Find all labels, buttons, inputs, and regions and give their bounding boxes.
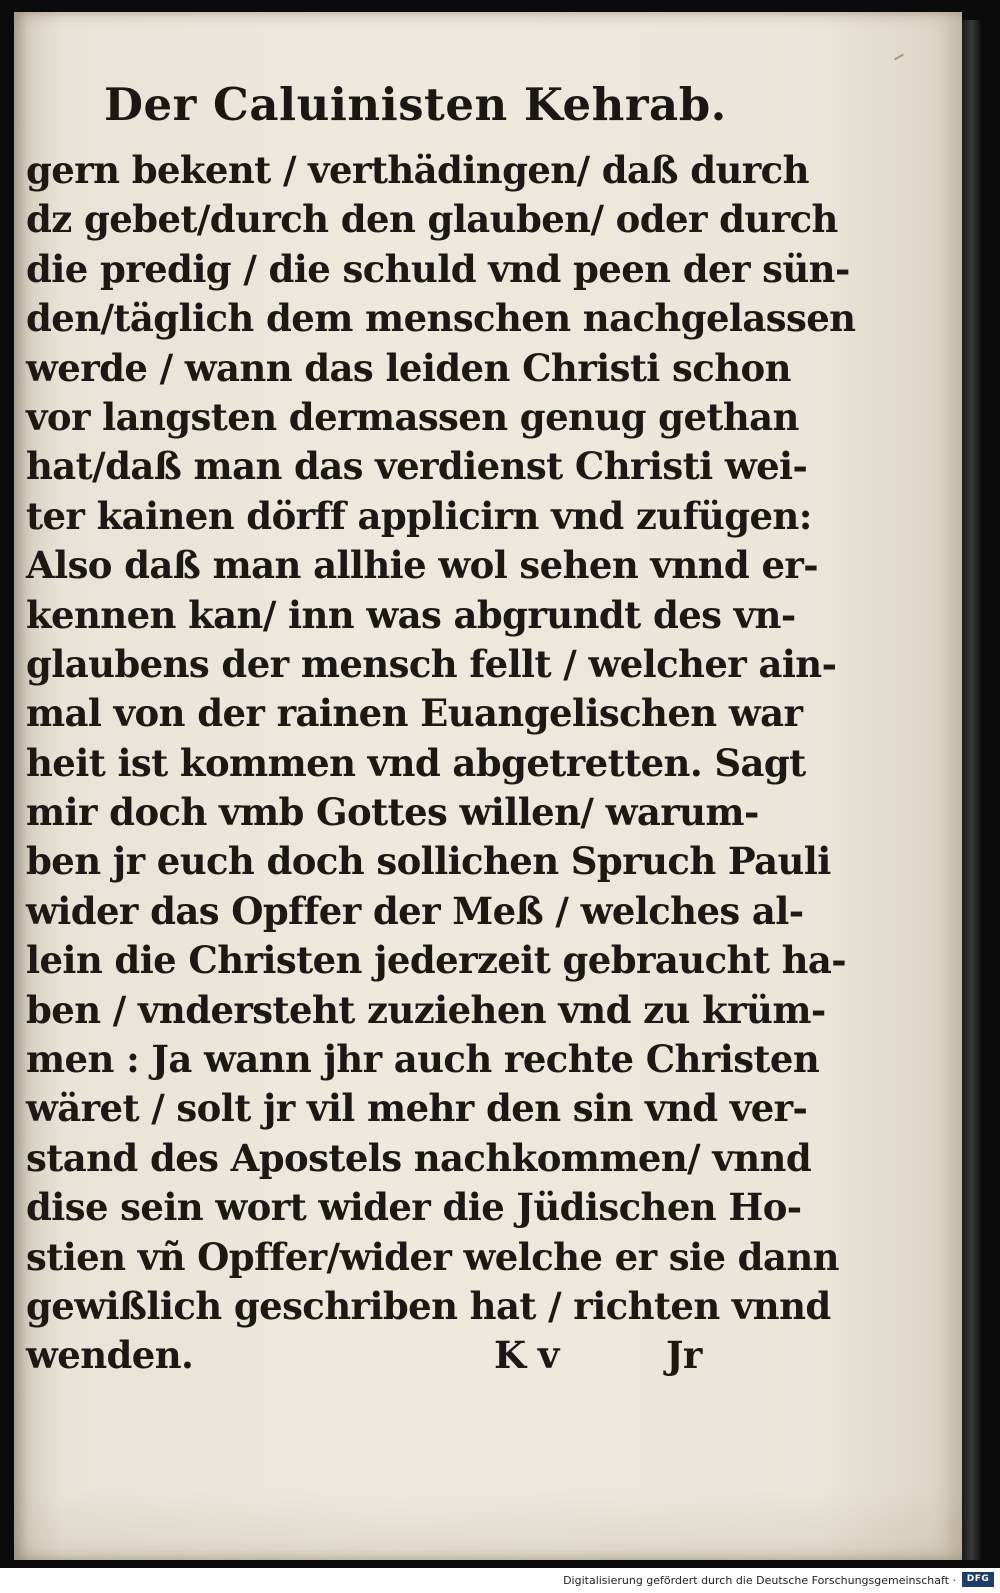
text-line: die predig / die schuld vnd peen der sün- — [26, 246, 850, 291]
ink-mark — [894, 54, 904, 61]
text-line: ben / vndersteht zuziehen vnd zu krüm- — [26, 987, 826, 1032]
final-word: wenden. — [26, 1333, 194, 1378]
text-line: gewißlich geschriben hat / richten vnnd — [26, 1283, 831, 1328]
text-line: mal von der rainen Euangelischen war — [26, 691, 803, 736]
text-line: gern bekent / verthädingen/ daß durch — [26, 148, 809, 192]
signature-mark: K v — [494, 1333, 559, 1378]
text-line: stand des Apostels nachkommen/ vnnd — [26, 1135, 812, 1180]
text-line: vor langsten dermassen genug gethan — [26, 394, 799, 439]
text-line: stien vñ Opffer/wider welche er sie dann — [26, 1234, 839, 1279]
running-head: Der Caluinisten Kehrab. — [104, 78, 727, 131]
text-line: lein die Christen jederzeit gebraucht ha- — [26, 938, 847, 983]
text-line: kennen kan/ inn was abgrundt des vn- — [26, 592, 796, 637]
text-line: ben jr euch doch sollichen Spruch Pauli — [26, 839, 831, 884]
text-line: dz gebet/durch den glauben/ oder durch — [26, 197, 838, 242]
text-line: Also daß man allhie wol sehen vnnd er- — [26, 543, 819, 588]
text-line: men : Ja wann jhr auch rechte Christen — [26, 1037, 820, 1082]
catchword: Jr — [666, 1333, 702, 1378]
dfg-logo: DFG — [962, 1572, 994, 1587]
text-line: den/täglich dem menschen nachgelassen — [26, 296, 856, 341]
text-line: wider das Opffer der Meß / welches al- — [26, 888, 804, 933]
text-line: mir doch vmb Gottes willen/ warum- — [26, 790, 759, 835]
last-line — [26, 1331, 716, 1380]
text-line: hat/daß man das verdienst Christi wei- — [26, 444, 808, 489]
book-edge — [962, 20, 982, 1560]
text-line: dise sein wort wider die Jüdischen Ho- — [26, 1185, 802, 1230]
text-line: ter kainen dörff applicirn vnd zufügen: — [26, 493, 812, 538]
text-line: werde / wann das leiden Christi schon — [26, 345, 791, 390]
text-line: glaubens der mensch fellt / welcher ain- — [26, 641, 837, 686]
footer-credit: Digitalisierung gefördert durch die Deutsche Forschungsgemeinschaft · — [563, 1574, 956, 1587]
text-line: heit ist kommen vnd abgetretten. Sagt — [26, 740, 806, 785]
text-line: wäret / solt jr vil mehr den sin vnd ver- — [26, 1086, 808, 1131]
body-text — [26, 146, 856, 1381]
